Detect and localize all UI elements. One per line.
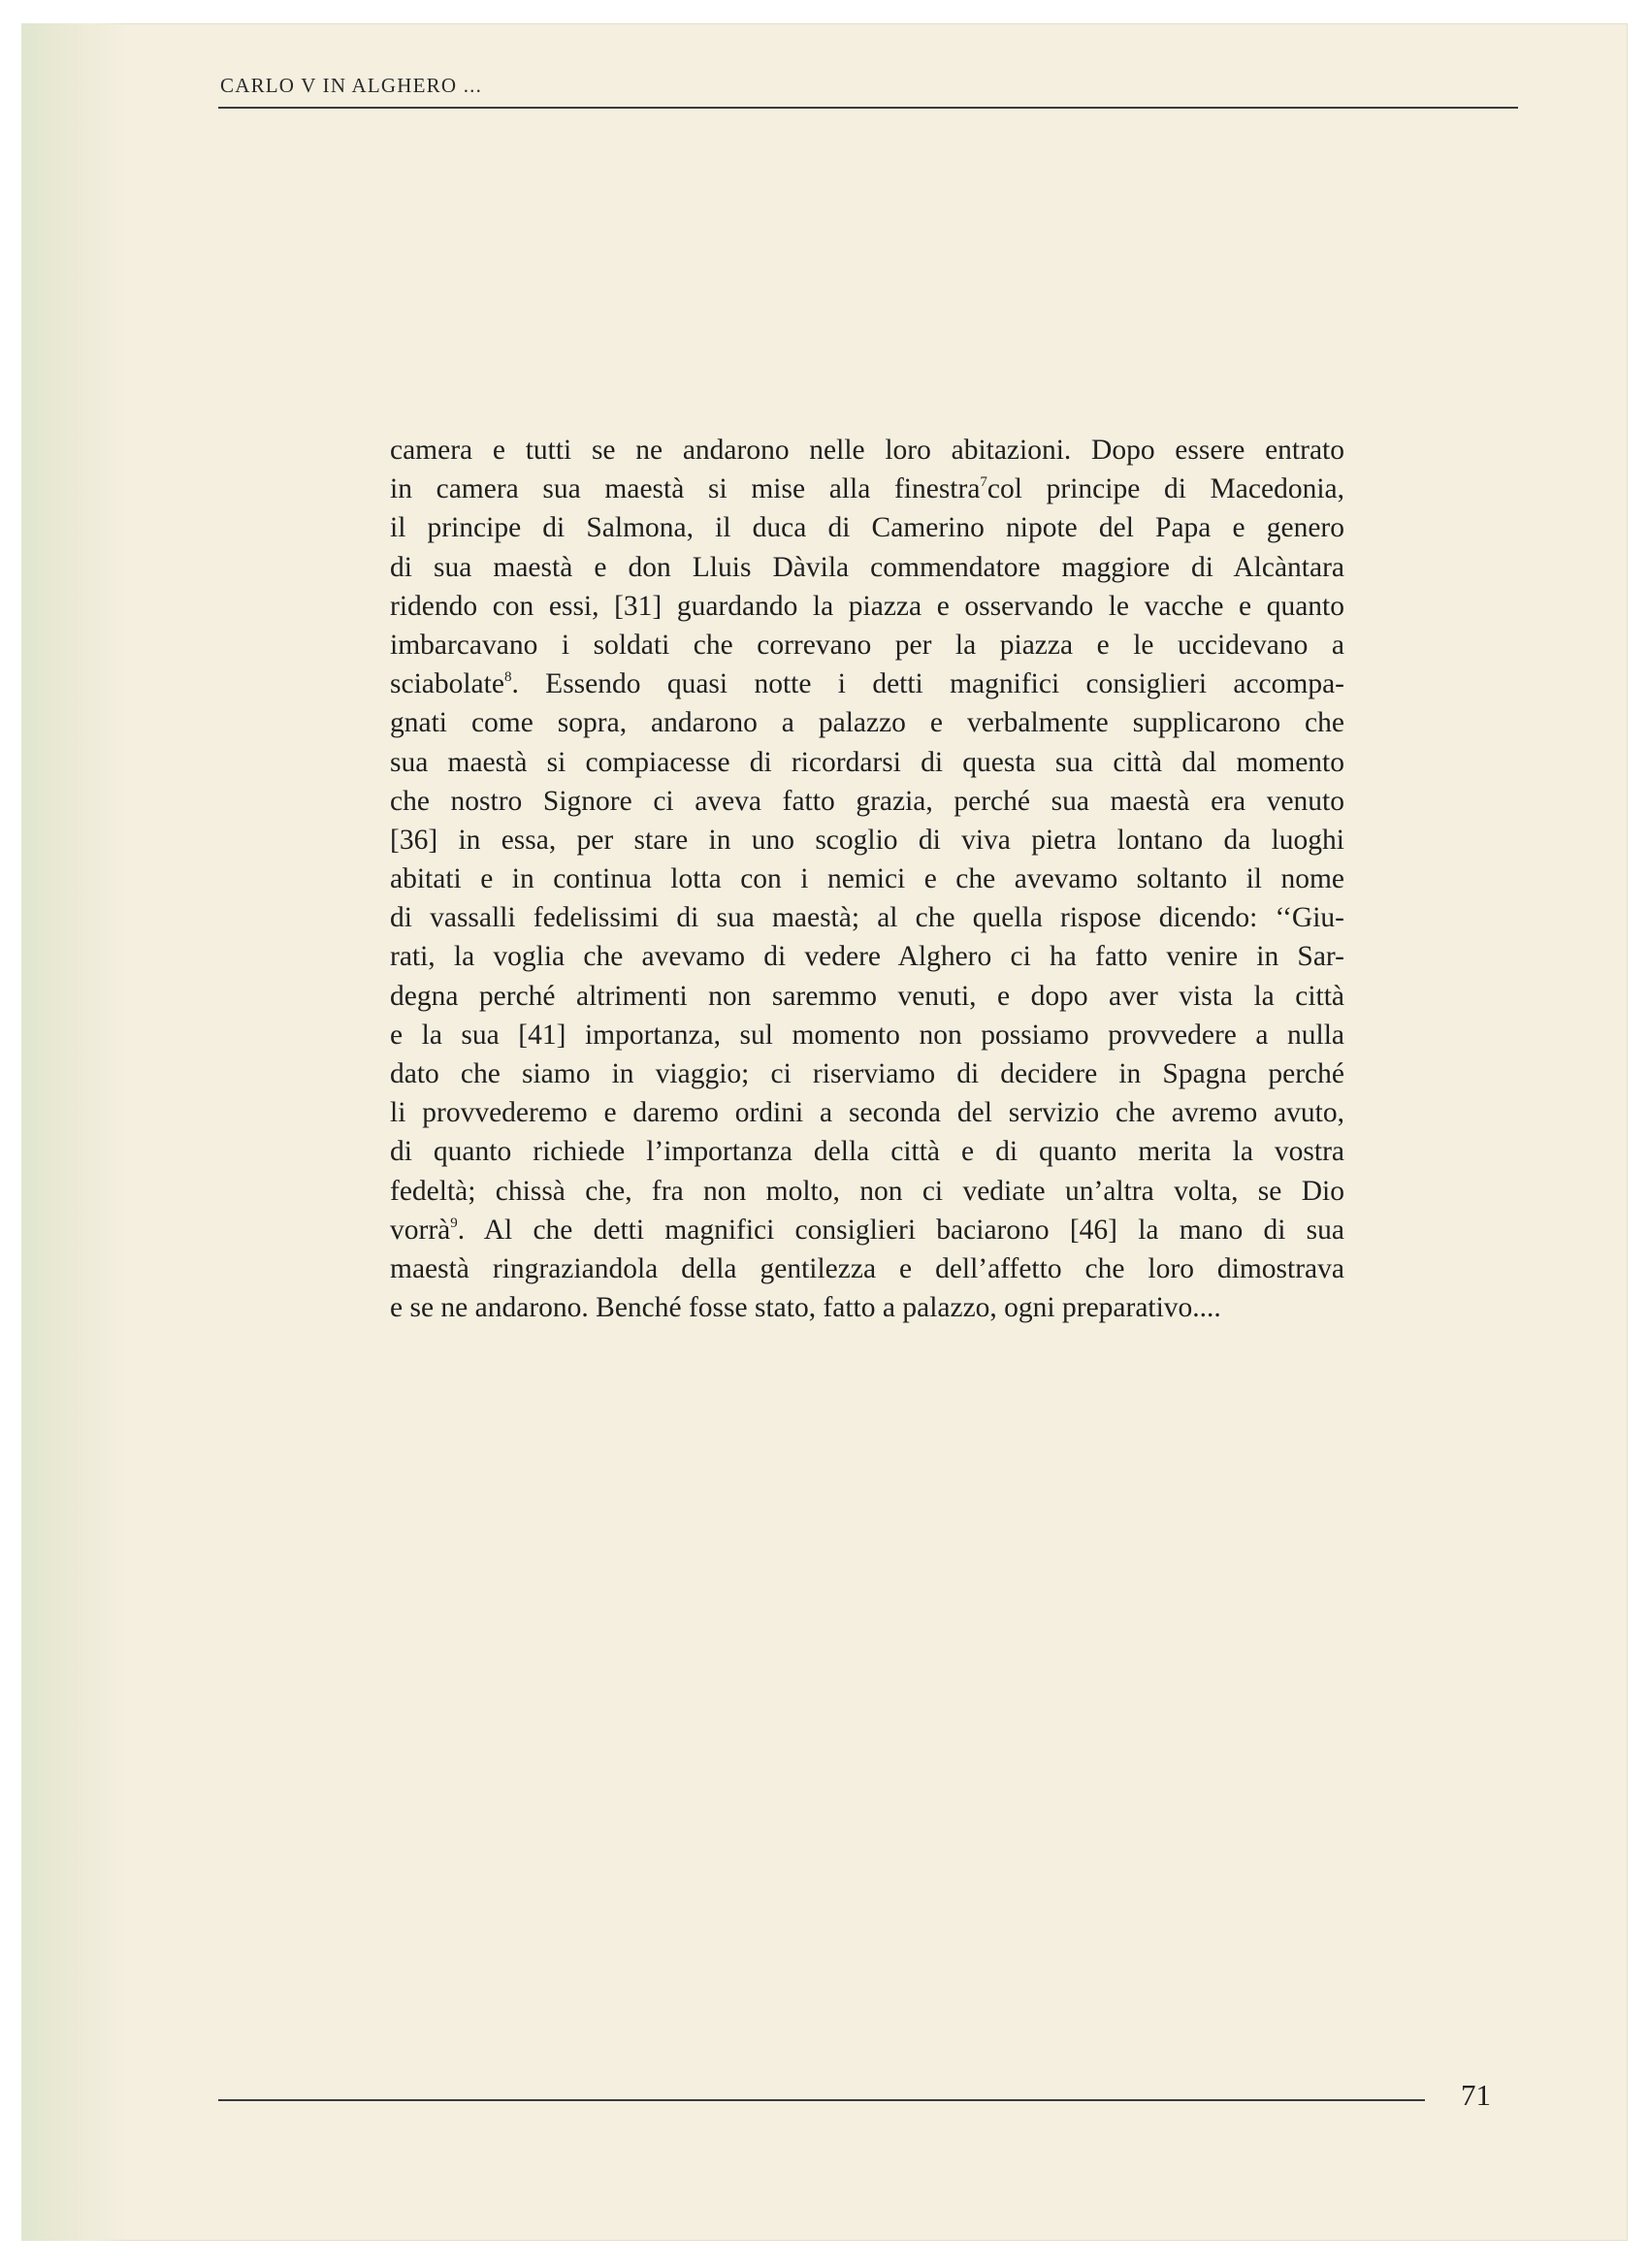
text-line [390,1093,1344,1132]
line-text: in camera sua maestà si mise alla finestra [390,473,981,505]
line-text: maestà ringraziandola della gentilezza e dell’affetto che loro dimostrava [390,1252,1344,1284]
gutter-shadow [21,23,128,2241]
text-line [390,782,1344,821]
text-line [390,1054,1344,1093]
text-line [390,587,1344,626]
text-line [390,508,1344,547]
text-line [390,977,1344,1016]
line-text-continued: . Al che detti magnifici consiglieri baciarono [46] la mano di sua [457,1214,1344,1246]
text-line [390,1016,1344,1054]
text-line [390,1211,1344,1249]
line-text: degna perché altrimenti non saremmo venuti, e dopo aver vista la città [390,980,1344,1012]
text-line [390,743,1344,782]
text-line [390,1132,1344,1171]
line-text: gnati come sopra, andarono a palazzo e verbalmente supplicarono che [390,707,1344,739]
line-text: il principe di Salmona, il duca di Camerino nipote del Papa e genero [390,512,1344,544]
text-line [390,664,1344,703]
line-text: imbarcavano i soldati che correvano per la piazza e le uccidevano a [390,629,1344,661]
line-text: di vassalli fedelissimi di sua maestà; al che quella rispose dicendo: ‘‘Giu- [390,902,1344,934]
line-text: ridendo con essi, [31] guardando la piazza e osservando le vacche e quanto [390,590,1344,622]
body-paragraph [390,431,1344,1327]
line-text: che nostro Signore ci aveva fatto grazia, perché sua maestà era venuto [390,785,1344,817]
line-text: abitati e in continua lotta con i nemici e che avevamo soltanto il nome [390,863,1344,895]
line-text: [36] in essa, per stare in uno scoglio di viva pietra lontano da luoghi [390,824,1344,856]
text-line [390,821,1344,859]
book-page [21,23,1628,2241]
text-line [390,1288,1344,1327]
text-line [390,548,1344,587]
line-text-continued: col principe di Macedonia, [986,473,1344,505]
footer-rule [218,2099,1425,2101]
text-line [390,470,1344,508]
line-text: vorrà [390,1214,451,1246]
text-line [390,626,1344,664]
line-text: e se ne andarono. Benché fosse stato, fatto a palazzo, ogni preparativo.... [390,1292,1221,1324]
line-text: sua maestà si compiacesse di ricordarsi di questa sua città dal momento [390,746,1344,778]
text-line [390,937,1344,976]
text-line [390,898,1344,937]
line-text: li provvederemo e daremo ordini a seconda del servizio che avremo avuto, [390,1097,1344,1129]
footnote-marker: 7 [980,474,987,491]
line-text-continued: . Essendo quasi notte i detti magnifici consiglieri accompa- [511,668,1344,700]
line-text: rati, la voglia che avevamo di vedere Alghero ci ha fatto venire in Sar- [390,941,1344,973]
line-text: di sua maestà e don Lluis Dàvila commendatore maggiore di Alcàntara [390,551,1344,583]
header-rule [218,107,1518,109]
text-line [390,703,1344,742]
line-text: camera e tutti se ne andarono nelle loro abitazioni. Dopo essere entrato [390,435,1344,466]
line-text: fedeltà; chissà che, fra non molto, non ci vediate un’altra volta, se Dio [390,1175,1344,1207]
text-line [390,859,1344,898]
footnote-marker: 8 [503,669,512,686]
running-head: CARLO V IN ALGHERO ... [220,74,483,97]
text-line [390,1172,1344,1211]
line-text: di quanto richiede l’importanza della città e di quanto merita la vostra [390,1136,1344,1168]
page-number: 71 [1461,2078,1491,2112]
text-line [390,431,1344,470]
line-text: dato che siamo in viaggio; ci riserviamo di decidere in Spagna perché [390,1058,1344,1089]
footnote-marker: 9 [450,1215,458,1231]
text-line [390,1249,1344,1288]
line-text: e la sua [41] importanza, sul momento non possiamo provvedere a nulla [390,1019,1344,1051]
line-text: sciabolate [390,668,504,700]
